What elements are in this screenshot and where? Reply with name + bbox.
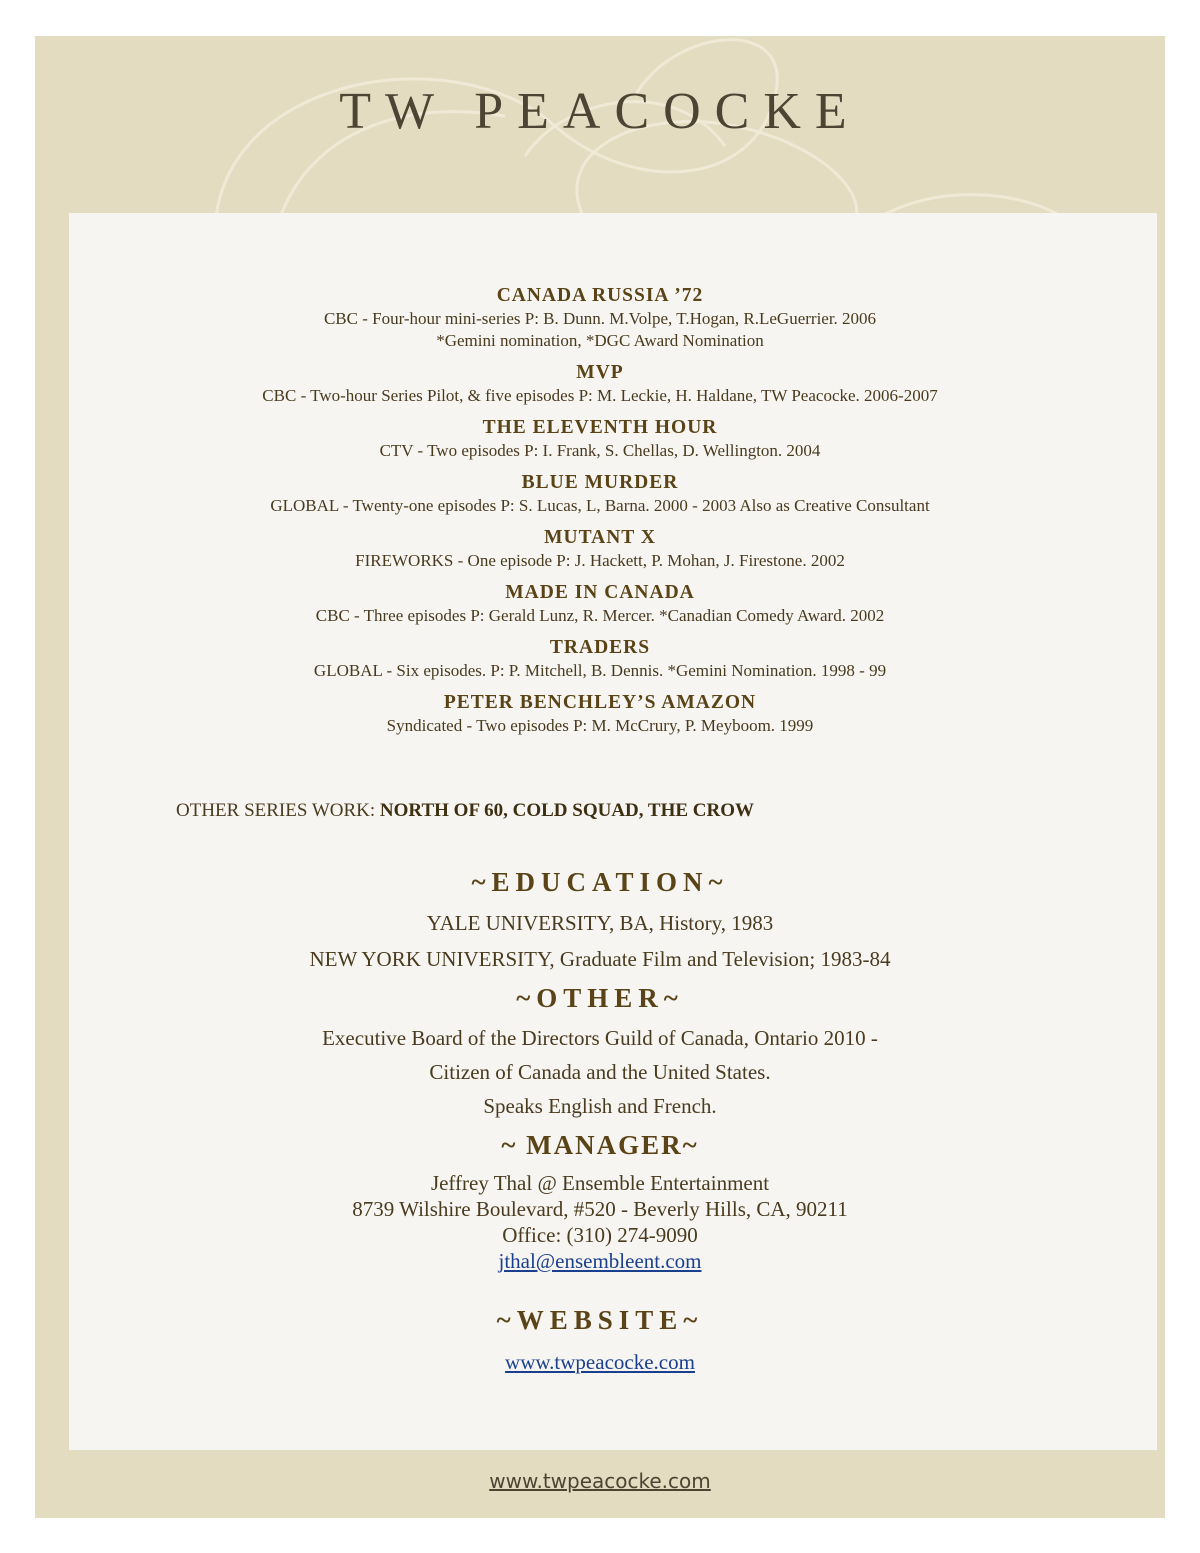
footer-website-link[interactable]: www.twpeacocke.com [489, 1469, 711, 1493]
credit-detail: GLOBAL - Twenty-one episodes P: S. Lucas, L, Barna. 2000 - 2003 Also as Creative Consultant [270, 496, 930, 515]
credit-detail: GLOBAL - Six episodes. P: P. Mitchell, B. Dennis. *Gemini Nomination. 1998 - 99 [313, 661, 887, 680]
credit-detail: *Gemini nomination, *DGC Award Nomination [436, 331, 764, 350]
other-series-label: OTHER SERIES WORK: [176, 800, 380, 821]
manager-heading: ~ MANAGER~ [501, 1130, 699, 1160]
credit-item [0, 581, 1200, 627]
other-heading: ~OTHER~ [516, 983, 684, 1013]
credit-title: MADE IN CANADA [505, 582, 695, 603]
credit-title: MUTANT X [544, 527, 656, 548]
manager-email-link[interactable]: jthal@ensembleent.com [498, 1249, 702, 1273]
website-link[interactable]: www.twpeacocke.com [505, 1350, 695, 1374]
credit-item [0, 284, 1200, 352]
credit-detail: CBC - Three episodes P: Gerald Lunz, R. Mercer. *Canadian Comedy Award. 2002 [315, 606, 885, 625]
other-series-titles: NORTH OF 60, COLD SQUAD, THE CROW [379, 800, 755, 821]
credit-item [0, 636, 1200, 682]
credit-item [0, 691, 1200, 737]
credit-title: BLUE MURDER [521, 472, 679, 493]
page-title: TW PEACOCKE [339, 83, 861, 140]
credit-item [0, 416, 1200, 462]
other-item: Executive Board of the Directors Guild of Canada, Ontario 2010 - [322, 1026, 878, 1050]
other-list [0, 1021, 1200, 1123]
manager-info [0, 1170, 1200, 1274]
manager-address: 8739 Wilshire Boulevard, #520 - Beverly Hills, CA, 90211 [352, 1197, 848, 1221]
credit-detail: FIREWORKS - One episode P: J. Hackett, P. Mohan, J. Firestone. 2002 [355, 551, 845, 570]
education-list [0, 905, 1200, 977]
credit-detail: Syndicated - Two episodes P: M. McCrury, P. Meyboom. 1999 [386, 716, 814, 735]
credits-list [0, 284, 1200, 746]
other-series-work [176, 800, 754, 822]
website-section [0, 1350, 1200, 1375]
credit-title: TRADERS [549, 637, 651, 658]
credit-detail: CBC - Four-hour mini-series P: B. Dunn. M.Volpe, T.Hogan, R.LeGuerrier. 2006 [323, 309, 877, 328]
other-item: Citizen of Canada and the United States. [429, 1060, 771, 1084]
credit-item [0, 471, 1200, 517]
credit-title: MVP [576, 362, 624, 383]
other-item: Speaks English and French. [483, 1094, 717, 1118]
credit-title: THE ELEVENTH HOUR [482, 417, 718, 438]
education-item: NEW YORK UNIVERSITY, Graduate Film and Television; 1983-84 [309, 947, 891, 971]
manager-phone: Office: (310) 274-9090 [502, 1223, 698, 1247]
credit-detail: CBC - Two-hour Series Pilot, & five episodes P: M. Leckie, H. Haldane, TW Peacocke. 2006-2007 [262, 386, 938, 405]
credit-item [0, 361, 1200, 407]
manager-name: Jeffrey Thal @ Ensemble Entertainment [430, 1171, 770, 1195]
website-heading: ~WEBSITE~ [496, 1305, 704, 1335]
credit-title: CANADA RUSSIA ’72 [496, 285, 704, 306]
education-heading: ~EDUCATION~ [471, 867, 729, 897]
credit-item [0, 526, 1200, 572]
credit-detail: CTV - Two episodes P: I. Frank, S. Chellas, D. Wellington. 2004 [379, 441, 821, 460]
credit-title: PETER BENCHLEY’S AMAZON [443, 692, 757, 713]
education-item: YALE UNIVERSITY, BA, History, 1983 [426, 911, 774, 935]
